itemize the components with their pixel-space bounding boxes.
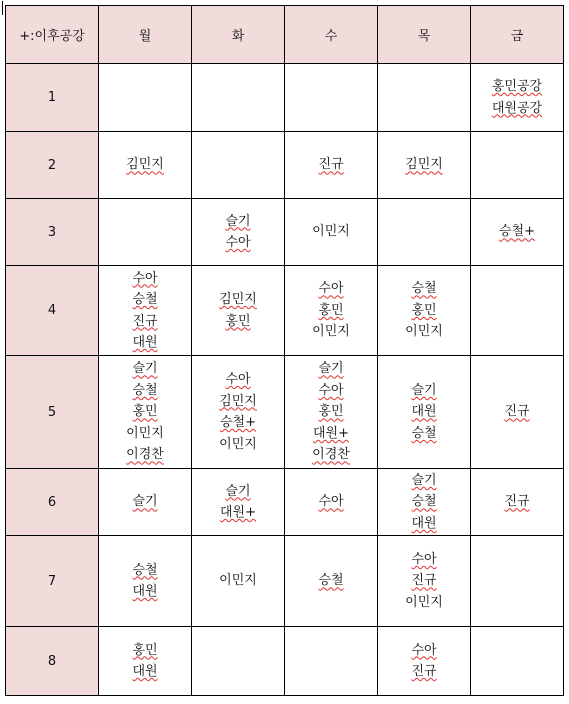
name-entry: [378, 592, 470, 614]
period-cell: 8: [6, 627, 99, 696]
name-text: 이민지: [312, 224, 350, 240]
schedule-cell: [378, 356, 471, 469]
name-entry: [378, 661, 470, 683]
name-entry: [285, 221, 377, 243]
schedule-cell: [285, 627, 378, 696]
name-entry: [99, 358, 191, 380]
schedule-cell: [285, 132, 378, 199]
name-entry: [378, 640, 470, 662]
name-text: 수아: [318, 382, 344, 398]
name-text: 수아: [318, 494, 344, 510]
day-header: 목: [378, 6, 471, 64]
schedule-cell: [99, 266, 192, 356]
name-text: 승철: [132, 562, 158, 578]
name-text: 슬기: [225, 213, 251, 229]
name-entry: [99, 332, 191, 354]
name-entry: [378, 423, 470, 445]
name-text: 홍민: [318, 404, 344, 420]
name-entry: [192, 391, 284, 413]
schedule-cell: [99, 132, 192, 199]
name-entry: [378, 401, 470, 423]
period-cell: 1: [6, 64, 99, 132]
name-entry: [192, 232, 284, 254]
name-text: 수아: [411, 642, 437, 658]
name-text: 김민지: [219, 292, 257, 307]
name-entry: [99, 154, 191, 176]
table-row: [6, 536, 564, 627]
name-entry: [192, 311, 284, 333]
name-text: 슬기: [318, 361, 344, 377]
name-entry: [471, 221, 563, 243]
name-text: 대원+: [219, 505, 256, 520]
name-text: 승철: [318, 573, 344, 589]
header-row: [6, 6, 564, 64]
name-text: 홍민: [132, 404, 158, 420]
name-entry: [378, 380, 470, 402]
name-entry: [471, 76, 563, 98]
name-text: 이민지: [405, 324, 443, 340]
name-entry: [378, 549, 470, 571]
name-entry: [285, 278, 377, 300]
name-entry: [99, 423, 191, 445]
name-text: 승철: [411, 281, 437, 297]
name-text: 진규: [504, 404, 530, 420]
text-cursor: [2, 1, 3, 15]
name-entry: [192, 289, 284, 311]
name-text: 이민지: [219, 573, 257, 589]
period-cell: 5: [6, 356, 99, 469]
name-text: 이민지: [126, 425, 164, 441]
table-row: [6, 469, 564, 536]
table-row: [6, 64, 564, 132]
name-entry: [99, 661, 191, 683]
name-text: 대원+: [312, 425, 349, 441]
period-cell: 2: [6, 132, 99, 199]
table-row: [6, 132, 564, 199]
name-entry: [99, 289, 191, 311]
name-text: 진규: [411, 573, 437, 589]
schedule-cell: [471, 469, 564, 536]
day-header: 금: [471, 6, 564, 64]
name-entry: [99, 268, 191, 290]
name-entry: [285, 321, 377, 343]
schedule-cell: [99, 627, 192, 696]
name-entry: [99, 311, 191, 333]
name-entry: [99, 401, 191, 423]
name-entry: [378, 570, 470, 592]
name-text: 홍민: [411, 302, 437, 318]
name-text: 수아: [318, 281, 344, 297]
schedule-cell: [471, 536, 564, 627]
schedule-cell: [99, 469, 192, 536]
schedule-cell: [285, 356, 378, 469]
table-row: [6, 356, 564, 469]
name-text: 슬기: [132, 494, 158, 510]
schedule-cell: [378, 132, 471, 199]
name-entry: [99, 640, 191, 662]
name-text: 대원: [411, 515, 437, 531]
name-text: 김민지: [126, 157, 164, 173]
schedule-cell: [192, 536, 285, 627]
name-text: 승철+: [219, 415, 256, 430]
name-text: 대원: [132, 584, 158, 599]
name-text: 홍민: [225, 313, 251, 329]
name-text: 대원: [411, 404, 437, 420]
name-text: 수아: [132, 270, 158, 286]
name-entry: [471, 491, 563, 513]
name-text: 승철: [411, 425, 437, 441]
name-entry: [99, 491, 191, 513]
schedule-cell: [471, 627, 564, 696]
name-entry: [99, 444, 191, 466]
name-entry: [378, 470, 470, 492]
name-text: 이민지: [405, 594, 443, 610]
name-text: 승철+: [498, 224, 535, 240]
schedule-cell: [192, 132, 285, 199]
name-entry: [378, 278, 470, 300]
name-text: 이민지: [312, 324, 350, 340]
period-cell: 7: [6, 536, 99, 627]
schedule-cell: [99, 536, 192, 627]
name-text: 홍민: [132, 642, 158, 658]
name-entry: [99, 560, 191, 582]
name-entry: [99, 581, 191, 603]
name-entry: [471, 401, 563, 423]
schedule-cell: [285, 266, 378, 356]
name-text: 진규: [504, 494, 530, 510]
name-text: 수아: [411, 551, 437, 567]
name-entry: [192, 412, 284, 434]
table-row: [6, 199, 564, 266]
schedule-cell: [192, 627, 285, 696]
name-text: 홍민: [318, 302, 344, 318]
name-entry: [192, 434, 284, 456]
name-entry: [378, 513, 470, 535]
schedule-cell: [378, 536, 471, 627]
table-row: [6, 266, 564, 356]
schedule-cell: [285, 536, 378, 627]
name-entry: [99, 380, 191, 402]
name-text: 슬기: [132, 361, 158, 377]
name-text: 승철: [132, 292, 158, 307]
name-text: 대원: [132, 335, 158, 350]
name-entry: [285, 401, 377, 423]
schedule-cell: [192, 199, 285, 266]
name-text: 승철: [132, 382, 158, 398]
name-text: 김민지: [219, 393, 257, 409]
schedule-cell: [471, 132, 564, 199]
name-text: 이경찬: [126, 447, 164, 463]
timetable: [5, 5, 564, 696]
schedule-cell: [192, 356, 285, 469]
period-cell: 4: [6, 266, 99, 356]
name-entry: [285, 444, 377, 466]
schedule-cell: [99, 356, 192, 469]
schedule-cell: [378, 199, 471, 266]
name-text: 이경찬: [312, 447, 350, 463]
name-entry: [192, 481, 284, 503]
name-text: 대원: [132, 664, 158, 679]
corner-cell: +:이후공강: [6, 6, 99, 64]
name-entry: [378, 491, 470, 513]
name-text: 진규: [318, 157, 344, 173]
schedule-cell: [192, 266, 285, 356]
name-text: 수아: [225, 235, 251, 250]
schedule-cell: [99, 199, 192, 266]
name-entry: [285, 358, 377, 380]
schedule-cell: [471, 266, 564, 356]
name-text: 홍민공강: [491, 79, 543, 94]
name-text: 슬기: [225, 483, 251, 499]
name-entry: [285, 154, 377, 176]
schedule-cell: [471, 199, 564, 266]
name-entry: [285, 491, 377, 513]
schedule-cell: [378, 627, 471, 696]
name-text: 수아: [225, 372, 251, 387]
schedule-cell: [378, 469, 471, 536]
table-row: [6, 627, 564, 696]
schedule-cell: [378, 266, 471, 356]
name-text: 진규: [132, 313, 158, 329]
name-entry: [378, 154, 470, 176]
schedule-cell: [471, 356, 564, 469]
name-text: 슬기: [411, 472, 437, 488]
name-entry: [378, 321, 470, 343]
period-cell: 3: [6, 199, 99, 266]
name-entry: [471, 98, 563, 120]
schedule-cell: [285, 199, 378, 266]
name-text: 진규: [411, 664, 437, 679]
name-entry: [192, 502, 284, 524]
name-entry: [192, 570, 284, 592]
name-entry: [285, 570, 377, 592]
day-header: 화: [192, 6, 285, 64]
name-text: 이민지: [219, 436, 257, 452]
name-entry: [378, 300, 470, 322]
name-text: 슬기: [411, 382, 437, 398]
name-entry: [192, 211, 284, 233]
period-cell: 6: [6, 469, 99, 536]
schedule-cell: [285, 469, 378, 536]
day-header: 수: [285, 6, 378, 64]
name-text: 김민지: [405, 157, 443, 173]
schedule-cell: [378, 64, 471, 132]
schedule-cell: [192, 64, 285, 132]
schedule-cell: [99, 64, 192, 132]
name-text: 대원공강: [491, 100, 543, 116]
name-entry: [285, 300, 377, 322]
schedule-cell: [285, 64, 378, 132]
name-entry: [285, 423, 377, 445]
schedule-cell: [192, 469, 285, 536]
name-entry: [285, 380, 377, 402]
name-entry: [192, 369, 284, 391]
schedule-cell: [471, 64, 564, 132]
day-header: 월: [99, 6, 192, 64]
name-text: 승철: [411, 494, 437, 510]
